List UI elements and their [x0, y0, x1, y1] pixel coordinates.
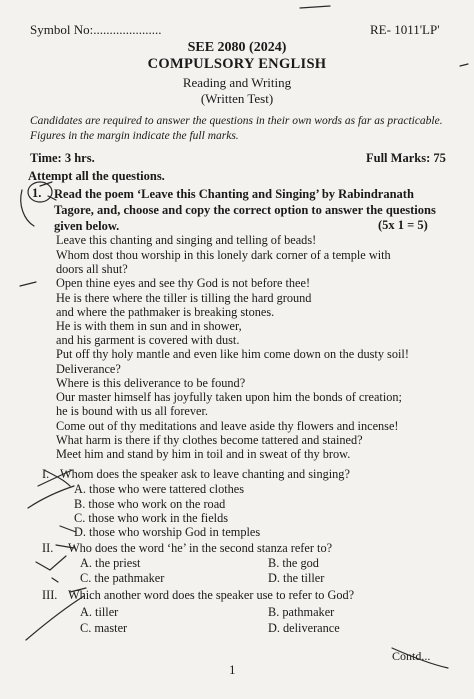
poem-line: he is bound with us all forever. [56, 404, 208, 418]
full-marks: Full Marks: 75 [366, 151, 446, 165]
poem-line: Come out of thy meditations and leave aside thy flowers and incense! [56, 419, 399, 433]
continued-note: Contd... [392, 649, 431, 663]
subquestion-text: Which another word does the speaker use to refer to God? [68, 588, 355, 602]
poem-line: and his garment is covered with dust. [56, 333, 240, 347]
option: A. the priest [80, 556, 141, 570]
symbol-number: Symbol No:..................... [30, 22, 162, 37]
poem-line: He is there where the tiller is tilling the hard ground [56, 291, 312, 305]
circle-mark [28, 182, 52, 202]
option: B. the god [268, 556, 319, 570]
dash-mark [460, 64, 468, 66]
poem-line: Meet him and stand by him in toil and in sweat of thy brow. [56, 447, 351, 461]
poem-line: He is with them in sun and in shower, [56, 319, 242, 333]
exam-title: SEE 2080 (2024) [187, 40, 287, 55]
option: D. deliverance [268, 621, 340, 635]
paper-name: Reading and Writing [182, 75, 292, 90]
subquestion-number: I. [42, 467, 50, 481]
check-mark [36, 556, 66, 570]
dash-mark [20, 282, 36, 286]
poem-line: and where the pathmaker is breaking stones. [56, 305, 275, 319]
poem-line: doors all shut? [56, 262, 128, 276]
subquestion-number: II. [42, 541, 54, 555]
dash-mark [300, 6, 330, 8]
instructions: Candidates are required to answer the questions in their own words as far as practicable. Figures in the margin indicate the full marks. [30, 115, 443, 142]
option: D. the tiller [268, 571, 325, 585]
subquestion-text: Who does the word ‘he’ in the second stanza refer to? [68, 541, 333, 555]
paper-code: RE- 1011'LP' [370, 22, 440, 37]
option: C. the pathmaker [80, 571, 165, 585]
option: A. those who were tattered clothes [74, 482, 245, 496]
tick-mark [70, 588, 86, 592]
option: A. tiller [80, 605, 119, 619]
tick-mark [52, 578, 58, 582]
poem-line: Where is this deliverance to be found? [56, 376, 246, 390]
poem-line: Put off thy holy mantle and even like him come down on the dusty soil! [56, 347, 409, 361]
option: D. those who worship God in temples [74, 525, 261, 539]
poem-line: Open thine eyes and see thy God is not before thee! [56, 276, 311, 290]
tick-mark [60, 526, 76, 532]
test-type: (Written Test) [200, 91, 274, 106]
poem-line: Our master himself has joyfully taken upon him the bonds of creation; [56, 390, 402, 404]
bracket-mark [21, 190, 34, 226]
question-text: Read the poem ‘Leave this Chanting and Singing’ by Rabindranath Tagore, and, choose and copy the correct option to answer the questions given below. [54, 187, 436, 233]
option: C. those who work in the fields [74, 511, 229, 525]
option: C. master [80, 621, 128, 635]
poem-line: Deliverance? [56, 362, 121, 376]
poem-line: Whom dost thou worship in this lonely dark corner of a temple with [56, 248, 391, 262]
slash-mark [26, 596, 84, 640]
time-allowed: Time: 3 hrs. [30, 151, 95, 165]
option: B. pathmaker [268, 605, 335, 619]
question-number: 1. [32, 186, 42, 200]
subject-title: COMPULSORY ENGLISH [147, 56, 327, 72]
poem-line: Leave this chanting and singing and telling of beads! [56, 233, 317, 247]
slash-mark [28, 486, 74, 508]
subquestion-text: Whom does the speaker ask to leave chanting and singing? [60, 467, 350, 481]
tick-mark [56, 545, 74, 548]
poem-line: What harm is there if thy clothes become tattered and stained? [56, 433, 363, 447]
slash-mark [392, 648, 448, 668]
question-marks: (5x 1 = 5) [378, 218, 428, 232]
option: B. those who work on the road [74, 497, 226, 511]
subquestion-number: III. [42, 588, 58, 602]
page-number: 1 [229, 662, 236, 677]
attempt-instruction: Attempt all the questions. [28, 169, 165, 183]
